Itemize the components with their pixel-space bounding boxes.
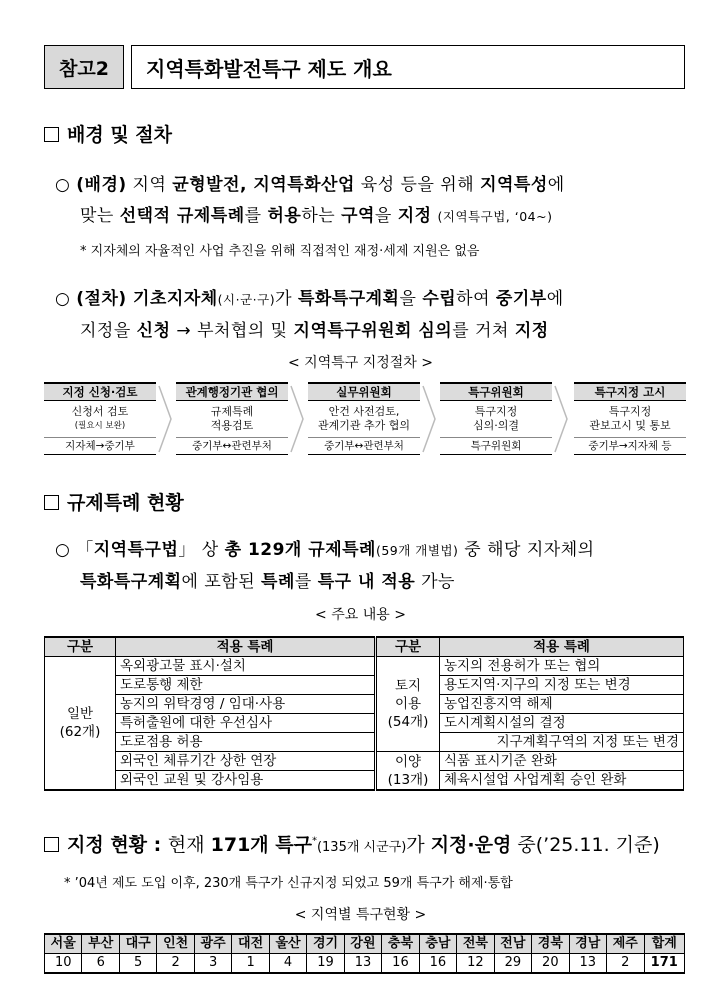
region-header: 전북	[457, 934, 494, 954]
procedure-caption: < 지역특구 지정절차 >	[287, 355, 433, 371]
region-count: 6	[82, 954, 119, 974]
step-desc-sub: 관계기관 추가 협의	[317, 419, 410, 432]
step-desc: 신청서 검토	[71, 405, 129, 418]
procedure-line-1: ○ (절차) 기초지자체(시·군·구)가 특화특구계획을 수립하여 중기부에	[55, 289, 564, 309]
section-regulation-title: 규제특례 현황	[44, 488, 184, 515]
region-count: 2	[157, 954, 194, 974]
region-table	[44, 933, 685, 974]
step-title: 특구위원회	[440, 382, 552, 401]
step-desc: 특구지정	[608, 405, 652, 418]
procedure-step-3	[308, 382, 420, 454]
table-cell: 식품 표시기준 완화	[440, 752, 684, 771]
table-cell: 외국인 체류기간 상한 연장	[116, 752, 376, 771]
square-bullet-icon	[44, 127, 59, 142]
region-header: 충북	[382, 934, 419, 954]
table-header: 적용 특례	[440, 637, 684, 657]
table-cell: 지구계획구역의 지정 또는 변경	[440, 733, 684, 752]
background-note: * 지자체의 자율적인 사업 추진을 위해 직접적인 재정·세제 지원은 없음	[80, 244, 480, 259]
page-title: 지역특화발전특구 제도 개요	[131, 45, 685, 89]
region-header: 합계	[644, 934, 685, 954]
region-count: 5	[119, 954, 156, 974]
procedure-step-2	[176, 382, 288, 454]
region-header: 울산	[269, 934, 306, 954]
group-transfer: 이양 (13개)	[376, 752, 440, 791]
region-header: 경북	[532, 934, 569, 954]
table-cell: 도로통행 제한	[116, 676, 376, 695]
table-header: 구분	[45, 637, 116, 657]
region-count: 1	[232, 954, 269, 974]
region-count: 3	[194, 954, 231, 974]
region-header: 강원	[344, 934, 381, 954]
table-cell: 용도지역·지구의 지정 또는 변경	[440, 676, 684, 695]
region-header: 대전	[232, 934, 269, 954]
region-header: 제주	[607, 934, 644, 954]
region-count: 4	[269, 954, 306, 974]
group-general: 일반 (62개)	[45, 657, 116, 791]
step-title: 실무위원회	[308, 382, 420, 401]
region-count: 171	[644, 954, 685, 974]
region-count: 13	[569, 954, 606, 974]
table-cell: 농업진흥지역 해제	[440, 695, 684, 714]
region-header: 서울	[45, 934, 82, 954]
section-background-title: 배경 및 절차	[44, 120, 172, 147]
region-count: 13	[344, 954, 381, 974]
region-count: 16	[419, 954, 456, 974]
chevron-right-icon	[553, 384, 571, 454]
step-desc: 안건 사전검토,	[328, 405, 400, 418]
step-title: 특구지정 고시	[574, 382, 686, 401]
status-note: * ’04년 제도 도입 이후, 230개 특구가 신규지정 되었고 59개 특구가 해제·통합	[64, 876, 513, 891]
regulation-caption: < 주요 내용 >	[315, 607, 406, 623]
section-status-title: 지정 현황 : 현재 171개 특구*(135개 시군구)가 지정·운영 중(’25.11. 기준)	[44, 830, 660, 857]
region-header: 경남	[569, 934, 606, 954]
region-count: 20	[532, 954, 569, 974]
status-caption: < 지역별 특구현황 >	[294, 907, 427, 923]
table-header: 구분	[376, 637, 440, 657]
region-count: 16	[382, 954, 419, 974]
region-count: 29	[494, 954, 531, 974]
regulation-line-2: 특화특구계획에 포함된 특례를 특구 내 적용 가능	[80, 572, 455, 592]
region-header: 대구	[119, 934, 156, 954]
procedure-step-5	[574, 382, 686, 454]
table-cell: 도시계획시설의 결정	[440, 714, 684, 733]
step-actor: 중기부→지자체 등	[574, 437, 686, 455]
background-line-2: 맞는 선택적 규제특례를 허용하는 구역을 지정 (지역특구법, ‘04~)	[80, 206, 553, 226]
step-desc: 규제특례	[210, 405, 254, 418]
step-title: 관계행정기관 협의	[176, 382, 288, 401]
region-header: 경기	[307, 934, 344, 954]
table-cell: 도로점용 허용	[116, 733, 376, 752]
step-actor: 특구위원회	[440, 437, 552, 455]
step-desc-sub: (필요시 보완)	[74, 421, 126, 431]
regulation-line-1: ○ 「지역특구법」 상 총 129개 규제특례(59개 개별법) 중 해당 지자체의	[55, 540, 595, 560]
table-cell: 외국인 교원 및 강사임용	[116, 771, 376, 791]
step-desc-sub: 적용검토	[210, 419, 254, 432]
chevron-right-icon	[289, 384, 307, 454]
table-cell: 농지의 위탁경영 / 임대·사용	[116, 695, 376, 714]
procedure-step-4	[440, 382, 552, 454]
chevron-right-icon	[421, 384, 439, 454]
step-actor: 중기부↔관련부처	[176, 437, 288, 455]
square-bullet-icon	[44, 495, 59, 510]
table-cell: 특허출원에 대한 우선심사	[116, 714, 376, 733]
square-bullet-icon	[44, 837, 59, 852]
region-header: 인천	[157, 934, 194, 954]
step-desc: 특구지정	[474, 405, 518, 418]
region-header: 전남	[494, 934, 531, 954]
step-title: 지정 신청·검토	[44, 382, 156, 401]
step-desc-sub: 관보고시 및 통보	[589, 419, 671, 432]
region-count: 10	[45, 954, 82, 974]
region-header: 충남	[419, 934, 456, 954]
procedure-step-1	[44, 382, 156, 454]
background-line-1: ○ (배경) 지역 균형발전, 지역특화산업 육성 등을 위해 지역특성에	[55, 175, 565, 195]
regulation-table	[44, 636, 684, 791]
table-cell: 옥외광고물 표시·설치	[116, 657, 376, 676]
reference-tag: 참고2	[44, 45, 124, 89]
step-desc-sub: 심의·의결	[472, 419, 519, 432]
table-cell: 농지의 전용허가 또는 협의	[440, 657, 684, 676]
region-header: 광주	[194, 934, 231, 954]
table-header: 적용 특례	[116, 637, 376, 657]
step-actor: 지자체→중기부	[44, 437, 156, 455]
chevron-right-icon	[157, 384, 175, 454]
region-header: 부산	[82, 934, 119, 954]
region-count: 12	[457, 954, 494, 974]
procedure-line-2: 지정을 신청 → 부처협의 및 지역특구위원회 심의를 거쳐 지정	[80, 321, 549, 341]
region-count: 19	[307, 954, 344, 974]
region-count: 2	[607, 954, 644, 974]
group-land-use: 토지 이용 (54개)	[376, 657, 440, 752]
table-cell: 체육시설업 사업계획 승인 완화	[440, 771, 684, 791]
step-actor: 중기부↔관련부처	[308, 437, 420, 455]
